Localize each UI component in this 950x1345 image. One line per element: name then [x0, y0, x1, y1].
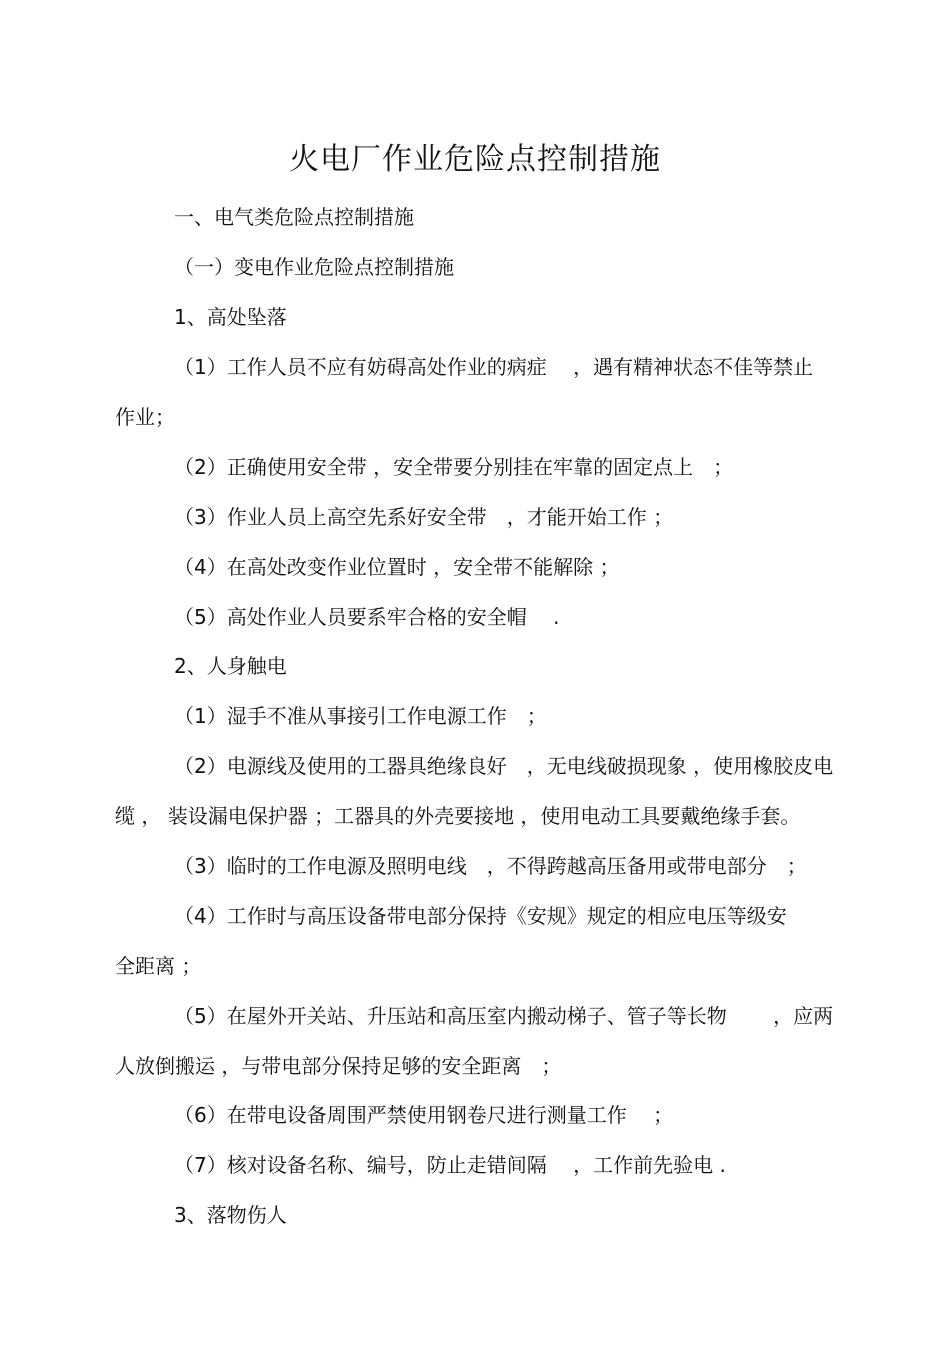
section-heading: 一、电气类危险点控制措施 — [174, 205, 414, 229]
paragraph-line: 缆 ， 装设漏电保护器 ；工器具的外壳要接地 ，使用电动工具要戴绝缘手套。 — [115, 804, 801, 828]
subsection-heading: （一）变电作业危险点控制措施 — [174, 255, 454, 279]
paragraph-line: 作业； — [115, 405, 175, 429]
paragraph-line: 人放倒搬运 ，与带电部分保持足够的安全距离 ； — [115, 1054, 562, 1078]
item-heading: 3、落物伤人 — [174, 1203, 287, 1227]
document-title: 火电厂作业危险点控制措施 — [289, 142, 661, 177]
paragraph-line: （4）在高处改变作业位置时 ，安全带不能解除 ； — [174, 555, 620, 579]
paragraph-line: （6）在带电设备周围严禁使用钢卷尺进行测量工作 ； — [174, 1103, 674, 1127]
paragraph-line: （7）核对设备名称、编号，防止走错间隔 ，工作前先验电 . — [174, 1153, 726, 1177]
paragraph-line: （2）电源线及使用的工器具绝缘良好 ，无电线破损现象 ，使用橡胶皮电 — [174, 754, 834, 778]
paragraph-line: （3）作业人员上高空先系好安全带 ，才能开始工作 ； — [174, 505, 674, 529]
paragraph-line: （1）湿手不准从事接引工作电源工作 ； — [174, 704, 547, 728]
paragraph-line: （5）高处作业人员要系牢合格的安全帽 . — [174, 605, 560, 629]
item-heading: 1、高处坠落 — [174, 305, 287, 329]
paragraph-line: （3）临时的工作电源及照明电线 ，不得跨越高压备用或带电部分 ； — [174, 854, 807, 878]
paragraph-line: （1）工作人员不应有妨碍高处作业的病症 ，遇有精神状态不佳等禁止 — [174, 355, 814, 379]
paragraph-line: 全距离 ； — [115, 954, 202, 978]
paragraph-line: （4）工作时与高压设备带电部分保持《安规》规定的相应电压等级安 — [174, 904, 787, 928]
paragraph-line: （2）正确使用安全带 ，安全带要分别挂在牢靠的固定点上 ； — [174, 455, 734, 479]
item-heading: 2、人身触电 — [174, 654, 287, 678]
paragraph-line: （5）在屋外开关站、升压站和高压室内搬动梯子、管子等长物 ，应两 — [174, 1004, 834, 1028]
